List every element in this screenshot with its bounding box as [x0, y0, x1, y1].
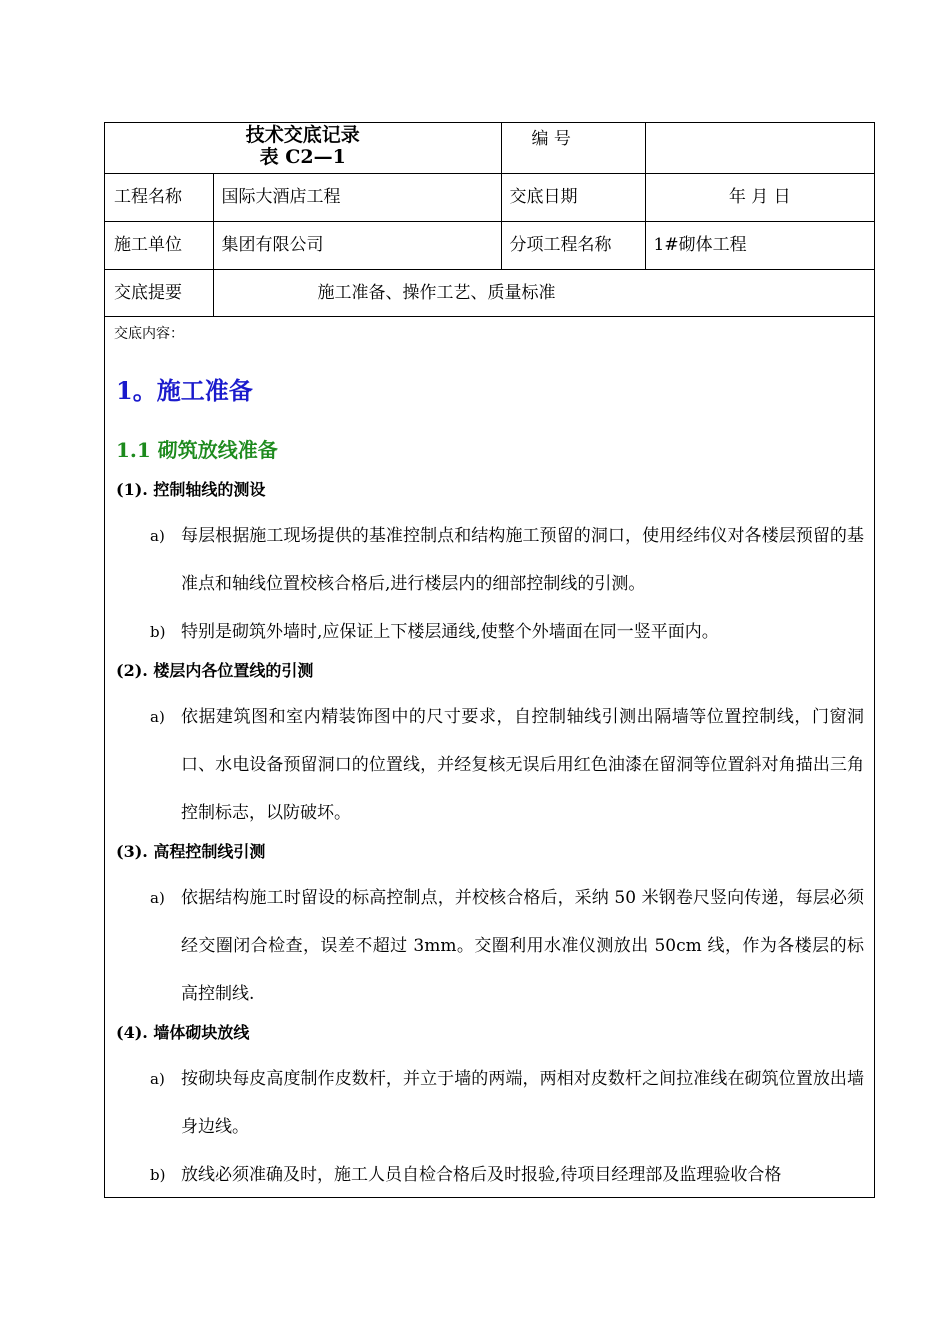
item-title: (1). 控制轴线的测设	[116, 479, 266, 499]
date-label: 交底日期	[501, 173, 645, 221]
section-title: 1。施工准备	[116, 375, 253, 405]
paragraph-text: 特别是砌筑外墙时,应保证上下楼层通线,使整个外墙面在同一竖平面内。	[181, 621, 719, 642]
paragraph	[116, 512, 874, 608]
date-value: 年 月 日	[645, 173, 874, 221]
list-marker: a)	[150, 1069, 165, 1088]
paragraph	[116, 693, 874, 837]
item-title: (4). 墙体砌块放线	[116, 1022, 250, 1042]
summary-label: 交底提要	[105, 269, 213, 316]
subsection-title: 1.1 砌筑放线准备	[116, 437, 278, 462]
project-name-value: 国际大酒店工程	[213, 173, 501, 221]
item-title: (2). 楼层内各位置线的引测	[116, 660, 314, 680]
item-4	[116, 1020, 874, 1199]
subproject-value: 1#砌体工程	[645, 221, 874, 269]
item-2	[116, 658, 874, 837]
form-title-cell	[105, 123, 501, 173]
project-name-label: 工程名称	[105, 173, 213, 221]
paragraph-text: 按砌块每皮高度制作皮数杆，并立于墙的两端，两相对皮数杆之间拉准线在砌筑位置放出墙身边线。	[181, 1068, 864, 1137]
item-title: (3). 高程控制线引测	[116, 841, 266, 861]
form-code: 表 C2—1	[259, 146, 346, 168]
paragraph	[116, 1055, 874, 1151]
header-table	[105, 123, 874, 317]
list-marker: b)	[150, 622, 166, 641]
content-label: 交底内容：	[114, 325, 184, 342]
paragraph-text: 放线必须准确及时，施工人员自检合格后及时报验,待项目经理部及监理验收合格	[181, 1164, 782, 1185]
unit-label: 施工单位	[105, 221, 213, 269]
list-marker: a)	[150, 888, 165, 907]
item-1	[116, 477, 874, 656]
form-title: 技术交底记录	[245, 124, 360, 146]
subproject-label: 分项工程名称	[501, 221, 645, 269]
paragraph-text: 依据建筑图和室内精装饰图中的尺寸要求，自控制轴线引测出隔墙等位置控制线，门窗洞口、水电设备预留洞口的位置线，并经复核无误后用红色油漆在留洞等位置斜对角描出三角控制标志，以防破坏。	[181, 706, 864, 823]
paragraph	[116, 874, 874, 1018]
paragraph-text: 依据结构施工时留设的标高控制点，并校核合格后，采纳 50 米钢卷尺竖向传递，每层必须经交圈闭合检查，误差不超过 3mm。交圈利用水准仪测放出 50cm 线，作为各楼层的标高控制线.	[181, 887, 864, 1004]
content-area	[105, 323, 874, 1199]
list-marker: b)	[150, 1165, 166, 1184]
paragraph	[116, 608, 874, 656]
item-3	[116, 839, 874, 1018]
list-marker: a)	[150, 707, 165, 726]
paragraph-text: 每层根据施工现场提供的基准控制点和结构施工预留的洞口，使用经纬仪对各楼层预留的基准点和轴线位置校核合格后,进行楼层内的细部控制线的引测。	[181, 525, 864, 594]
technical-disclosure-form	[104, 122, 875, 1198]
unit-value: 集团有限公司	[213, 221, 501, 269]
number-label: 编 号	[501, 123, 645, 173]
paragraph	[116, 1151, 874, 1199]
summary-cell	[213, 269, 874, 316]
number-value	[645, 123, 874, 173]
summary-value: 施工准备、操作工艺、质量标准	[317, 282, 556, 303]
list-marker: a)	[150, 526, 165, 545]
